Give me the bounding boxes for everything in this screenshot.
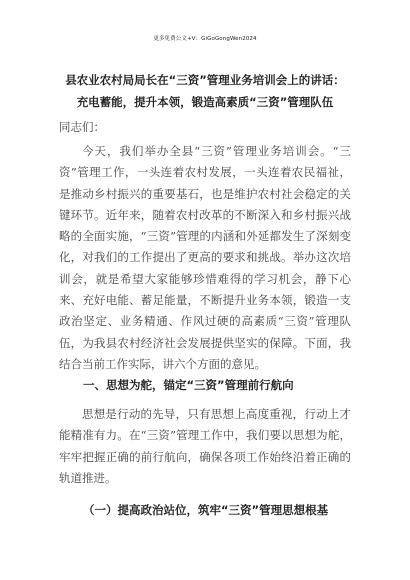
section-heading-1: 一、思想为舵，锚定“三资”管理前行航向 (83, 378, 294, 392)
document-title-line1: 县农业农村局局长在“三资”管理业务培训会上的讲话： (65, 73, 345, 87)
subsection-heading-1: （一）提高政治站位，筑牢“三资”管理思想根基 (83, 503, 329, 517)
paragraph-intro: 今天，我们举办全县“三资”管理业务培训会。“三资”管理工作，一头连着农村发展，一头连着农民福祉，是推动乡村振兴的重要基石，也是维护农村社会稳定的关键环节。近年来，随着农村改革的不断深入和乡村振兴战略的全面实施，“三资”管理的内涵和外延都发生了深刻变化，对我们的工作提出了更高的要求和挑战。举办这次培训会，就是希望大家能够珍惜难得的学习机会，静下心来、充好电能、蓄足能量，不断提升业务本领，锻造一支政治坚定、业务精通、作风过硬的高素质“三资”管理队伍，为我县农村经济社会发展提供坚实的保障。下面，我结合当前工作实际，讲六个方面的意见。 (59, 144, 351, 371)
header-note: 更多免费公文+V：GiGoGongWen2024 (153, 36, 257, 42)
salutation: 同志们： (59, 120, 105, 134)
document-title-line2: 充电蓄能，提升本领，锻造高素质“三资”管理队伍 (76, 95, 334, 109)
paragraph-section-1: 思想是行动的先导，只有思想上高度重视，行动上才能精准有力。在“三资”管理工作中，我们要以思想为舵，牢牢把握正确的前行航向，确保各项工作始终沿着正确的轨道推进。 (59, 407, 351, 485)
